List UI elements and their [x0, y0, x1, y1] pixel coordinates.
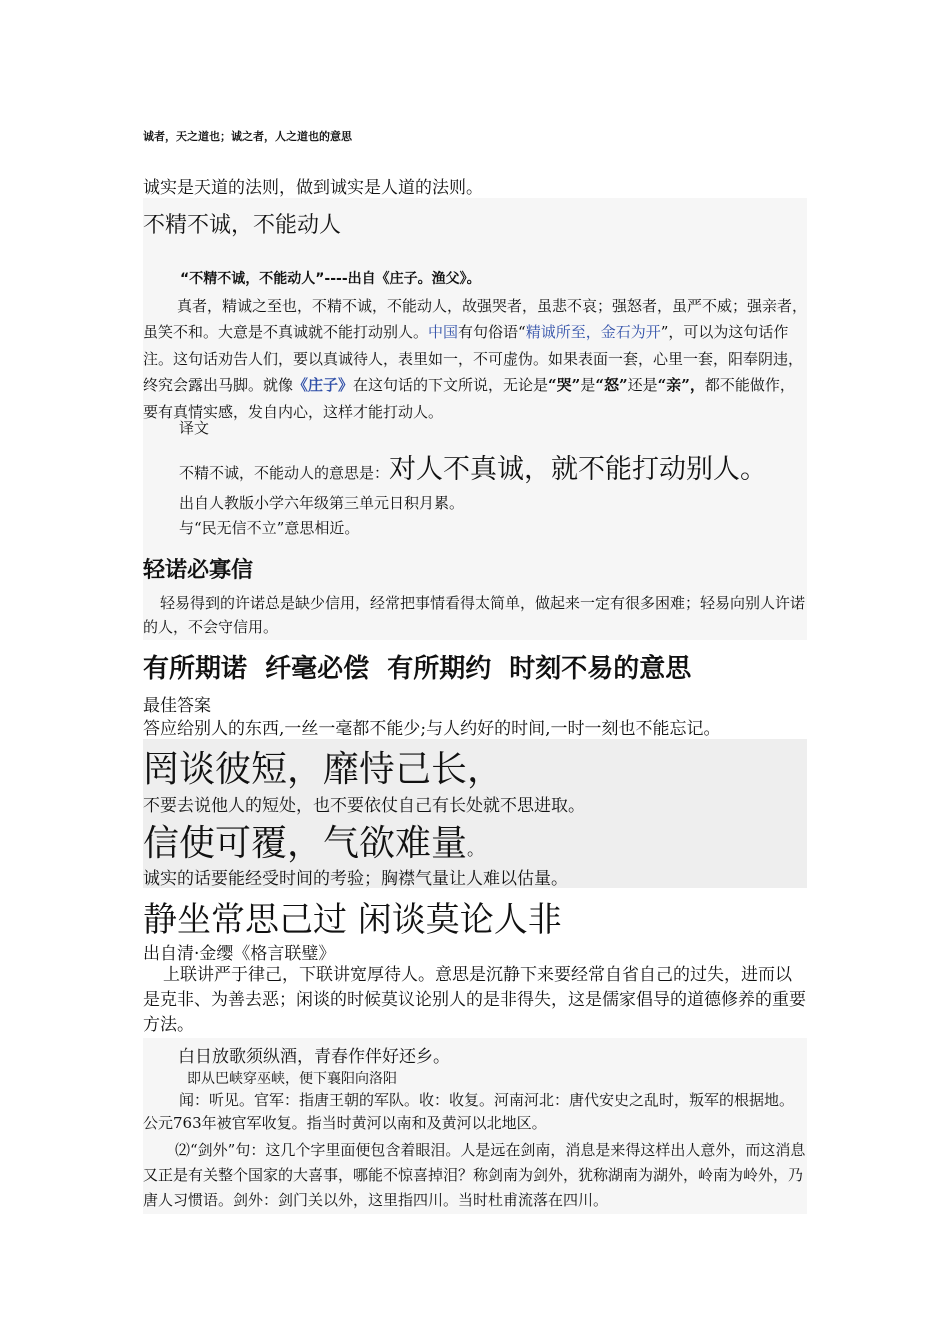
verse-end-2: 。: [467, 840, 485, 860]
meaning-line: [179, 447, 767, 486]
para-text: “怒”: [595, 376, 628, 395]
source-line: “不精不诚，不能动人”----出自《庄子。渔父》。: [180, 271, 481, 287]
note-2: ⑵“剑外”句：这几个字里面便包含着眼泪。人是远在剑南，消息是来得这样出人意外，而这消息又正是有关整个国家的大喜事，哪能不惊喜掉泪？称剑南为剑外，犹称湖南为湖外，岭南为岭外，乃唐人习惯语。剑外：剑门关以外，这里指四川。当时杜甫流落在四川。: [143, 1141, 806, 1209]
para-text: 都不能做作，要有真情实感，发自内心，这样才能打动人。: [143, 376, 795, 421]
qingnuo-text: 轻易得到的许诺总是缺少信用，经常把事情看得太简单，做起来一定有很多困难；轻易向别人许诺的人，不会守信用。: [143, 594, 806, 636]
poem-line-1: 白日放歌须纵酒，青春作伴好还乡。: [178, 1047, 450, 1067]
heading-qingnuo: 轻诺必寡信: [143, 558, 254, 583]
note-1: 闻：听见。官军：指唐王朝的军队。收：收复。河南河北：唐代安史之乱时，叛军的根据地。公元763年被官军收复。指当时黄河以南和及黄河以北地区。: [143, 1091, 795, 1132]
verse-meaning-1: 不要去说他人的短处，也不要依仗自己有长处就不思进取。: [143, 796, 585, 816]
page-title: 诚者，天之道也；诚之者，人之道也的意思: [143, 130, 352, 143]
para-text: 在这句话的下文所说，无论是: [353, 376, 549, 395]
verse-meaning-2: 诚实的话要能经受时间的考验；胸襟气量让人难以估量。: [143, 869, 568, 889]
heading-jingzuo: 静坐常思己过 闲谈莫论人非: [143, 900, 562, 940]
paragraph-explanation: [143, 293, 807, 425]
translation-label: 译文: [179, 419, 210, 437]
para-text: ”，可以为这句话作注。这句话劝告人们，要以真诚待人，表里如一，不可虚伪。如果表面一套，心里一套，阳奉阴违，终究会露出马脚。就像: [143, 323, 804, 395]
meaning-big: 对人不真诚，就不能打动别人。: [389, 454, 768, 485]
jingzuo-source: 出自清·金缨《格言联璧》: [143, 944, 336, 964]
link-zhongguo[interactable]: 中国: [428, 323, 459, 342]
verse-text-2: 信使可覆，气欲难量: [143, 823, 468, 864]
link-jingcheng[interactable]: 精诚所至，金石为开: [525, 323, 661, 342]
title-meaning: 诚实是天道的法则，做到诚实是人道的法则。: [143, 178, 483, 198]
similar-line: 与“民无信不立”意思相近。: [179, 519, 360, 537]
jingzuo-text: 上联讲严于律己，下联讲宽厚待人。意思是沉静下来要经常自省自己的过失，进而以是克非、为善去恶；闲谈的时候莫议论别人的是非得失，这是儒家倡导的道德修养的重要方法。: [143, 965, 806, 1035]
best-answer-text: 答应给别人的东西,一丝一毫都不能少;与人约好的时间,一时一刻也不能忘记。: [143, 719, 721, 739]
para-text: “哭”: [548, 376, 581, 395]
heading-qinuo: 有所期诺 纤毫必偿 有所期约 时刻不易的意思: [143, 654, 692, 684]
para-text: 还是: [627, 376, 658, 395]
heading-bujing: 不精不诚，不能动人: [143, 213, 342, 238]
verse-line-1: 罔谈彼短，靡恃己长，: [143, 749, 504, 790]
verse-line-2: [143, 815, 484, 866]
para-text: 真者，精诚之至也，不精不诚，不能动人，故强哭者，虽悲不哀；强怒者，虽严不威；强亲者，虽笑不和。大意是不真诚就不能打动别人。: [143, 297, 808, 342]
para-text: 是: [580, 376, 596, 395]
poem-line-2: 即从巴峡穿巫峡，便下襄阳向洛阳: [187, 1071, 397, 1087]
para-text: “亲”，: [657, 376, 705, 395]
origin-line: 出自人教版小学六年级第三单元日积月累。: [179, 494, 465, 512]
para-text: 有句俗语“: [458, 323, 526, 342]
meaning-prefix: 不精不诚，不能动人的意思是：: [179, 464, 390, 482]
link-zhuangzi[interactable]: 《庄子》: [293, 376, 354, 395]
best-answer-label: 最佳答案: [143, 696, 211, 716]
